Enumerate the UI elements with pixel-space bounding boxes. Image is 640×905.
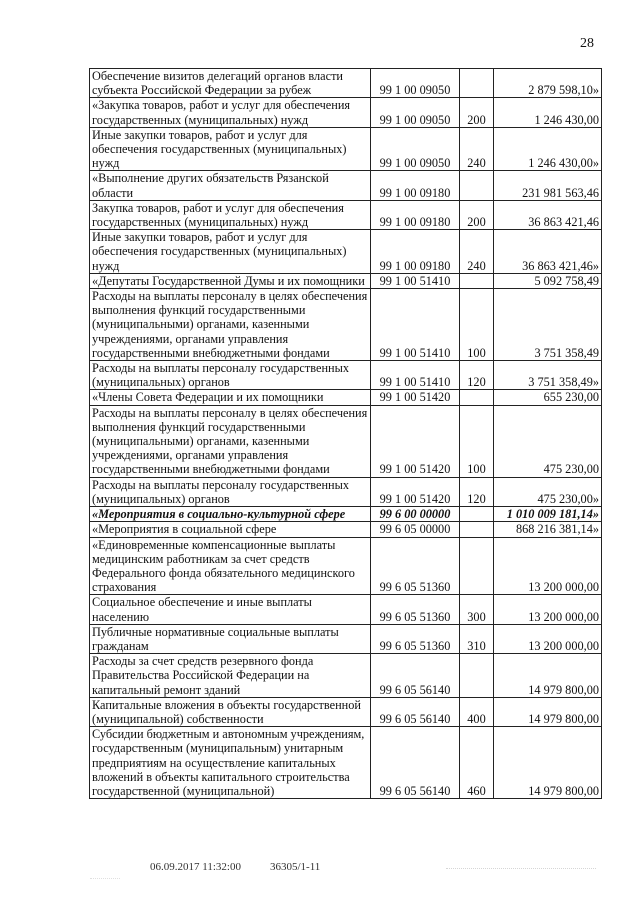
row-name-cell: Расходы на выплаты персоналу в целях обеспечения выполнения функций государственными (муниципальными) органами, казенными учреждениями, органами управления государственными внебюджетными фондами	[90, 405, 371, 477]
table-row	[90, 171, 602, 200]
row-sum-cell: 14 979 800,00	[494, 654, 602, 698]
row-name-cell: Расходы на выплаты персоналу государственных (муниципальных) органов	[90, 361, 371, 390]
table-row	[90, 273, 602, 288]
row-vr-cell: 100	[460, 289, 494, 361]
row-sum-cell: 868 216 381,14»	[494, 522, 602, 537]
row-vr-cell: 240	[460, 127, 494, 171]
row-vr-cell: 200	[460, 98, 494, 127]
row-vr-cell: 240	[460, 230, 494, 274]
budget-table	[89, 68, 602, 799]
row-name-cell: Закупка товаров, работ и услуг для обеспечения государственных (муниципальных) нужд	[90, 200, 371, 229]
row-code-cell: 99 1 00 09180	[371, 200, 460, 229]
row-sum-cell: 13 200 000,00	[494, 595, 602, 624]
row-sum-cell: 36 863 421,46»	[494, 230, 602, 274]
row-code-cell: 99 1 00 51410	[371, 361, 460, 390]
row-name-cell: Расходы на выплаты персоналу государственных (муниципальных) органов	[90, 477, 371, 506]
table-row	[90, 727, 602, 799]
row-vr-cell	[460, 654, 494, 698]
row-sum-cell: 475 230,00»	[494, 477, 602, 506]
table-row	[90, 361, 602, 390]
row-vr-cell: 300	[460, 595, 494, 624]
table-row	[90, 200, 602, 229]
row-code-cell: 99 6 05 51360	[371, 537, 460, 595]
row-code-cell: 99 6 05 00000	[371, 522, 460, 537]
faint-mark	[90, 868, 120, 879]
row-name-cell: Социальное обеспечение и иные выплаты населению	[90, 595, 371, 624]
row-name-cell: Обеспечение визитов делегаций органов власти субъекта Российской Федерации за рубеж	[90, 69, 371, 98]
table-row	[90, 537, 602, 595]
row-sum-cell: 3 751 358,49»	[494, 361, 602, 390]
row-vr-cell	[460, 273, 494, 288]
footer-date: 06.09.2017 11:32:00	[150, 861, 241, 873]
row-code-cell: 99 1 00 09180	[371, 171, 460, 200]
row-sum-cell: 14 979 800,00	[494, 697, 602, 726]
table-row	[90, 697, 602, 726]
row-vr-cell	[460, 390, 494, 405]
table-row	[90, 230, 602, 274]
row-sum-cell: 2 879 598,10»	[494, 69, 602, 98]
row-name-cell: Субсидии бюджетным и автономным учреждениям, государственным (муниципальным) унитарным предприятиям на осуществление капитальных вложений в объекты капитального строительства государственной (муниципальной)	[90, 727, 371, 799]
table-row	[90, 289, 602, 361]
table-row	[90, 477, 602, 506]
footer-doc-id: 36305/1-11	[270, 861, 321, 873]
row-sum-cell: 14 979 800,00	[494, 727, 602, 799]
row-code-cell: 99 6 05 51360	[371, 595, 460, 624]
faint-stamp-mark	[446, 858, 596, 869]
row-vr-cell	[460, 537, 494, 595]
row-name-cell: Капитальные вложения в объекты государственной (муниципальной) собственности	[90, 697, 371, 726]
table-row	[90, 624, 602, 653]
row-vr-cell: 310	[460, 624, 494, 653]
row-code-cell: 99 1 00 09180	[371, 230, 460, 274]
row-code-cell: 99 1 00 09050	[371, 127, 460, 171]
row-code-cell: 99 1 00 51420	[371, 405, 460, 477]
table-row	[90, 390, 602, 405]
table-row	[90, 98, 602, 127]
row-name-cell: «Выполнение других обязательств Рязанской области	[90, 171, 371, 200]
table-row	[90, 595, 602, 624]
table-row	[90, 522, 602, 537]
table-row	[90, 127, 602, 171]
row-sum-cell: 1 246 430,00	[494, 98, 602, 127]
row-code-cell: 99 1 00 09050	[371, 98, 460, 127]
table-row	[90, 405, 602, 477]
row-name-cell: Расходы на выплаты персоналу в целях обеспечения выполнения функций государственными (муниципальными) органами, казенными учреждениями, органами управления государственными внебюджетными фондами	[90, 289, 371, 361]
row-sum-cell: 36 863 421,46	[494, 200, 602, 229]
row-vr-cell	[460, 171, 494, 200]
page-number: 28	[580, 36, 594, 51]
row-vr-cell: 460	[460, 727, 494, 799]
row-sum-cell: 5 092 758,49	[494, 273, 602, 288]
row-vr-cell: 200	[460, 200, 494, 229]
row-code-cell: 99 6 05 51360	[371, 624, 460, 653]
row-name-cell: «Члены Совета Федерации и их помощники	[90, 390, 371, 405]
row-vr-cell: 100	[460, 405, 494, 477]
row-code-cell: 99 6 05 56140	[371, 697, 460, 726]
row-sum-cell: 13 200 000,00	[494, 624, 602, 653]
row-sum-cell: 655 230,00	[494, 390, 602, 405]
table-row	[90, 69, 602, 98]
row-sum-cell: 231 981 563,46	[494, 171, 602, 200]
row-vr-cell: 400	[460, 697, 494, 726]
budget-table-body	[90, 69, 602, 799]
row-name-cell: «Единовременные компенсационные выплаты медицинским работникам за счет средств Федерального фонда обязательного медицинского страхования	[90, 537, 371, 595]
row-name-cell: «Мероприятия в социально-культурной сфере	[90, 507, 371, 522]
row-code-cell: 99 1 00 51420	[371, 390, 460, 405]
row-code-cell: 99 6 00 00000	[371, 507, 460, 522]
row-vr-cell	[460, 69, 494, 98]
row-name-cell: «Депутаты Государственной Думы и их помощники	[90, 273, 371, 288]
row-code-cell: 99 6 05 56140	[371, 727, 460, 799]
row-name-cell: Иные закупки товаров, работ и услуг для обеспечения государственных (муниципальных) нужд	[90, 230, 371, 274]
row-name-cell: Иные закупки товаров, работ и услуг для обеспечения государственных (муниципальных) нужд	[90, 127, 371, 171]
row-vr-cell	[460, 507, 494, 522]
row-code-cell: 99 1 00 09050	[371, 69, 460, 98]
table-row	[90, 654, 602, 698]
row-code-cell: 99 1 00 51410	[371, 273, 460, 288]
row-vr-cell	[460, 522, 494, 537]
row-vr-cell: 120	[460, 477, 494, 506]
row-sum-cell: 13 200 000,00	[494, 537, 602, 595]
row-vr-cell: 120	[460, 361, 494, 390]
row-name-cell: «Закупка товаров, работ и услуг для обеспечения государственных (муниципальных) нужд	[90, 98, 371, 127]
row-code-cell: 99 1 00 51410	[371, 289, 460, 361]
row-code-cell: 99 6 05 56140	[371, 654, 460, 698]
row-name-cell: Расходы за счет средств резервного фонда Правительства Российской Федерации на капитальный ремонт зданий	[90, 654, 371, 698]
row-code-cell: 99 1 00 51420	[371, 477, 460, 506]
row-name-cell: «Мероприятия в социальной сфере	[90, 522, 371, 537]
table-row	[90, 507, 602, 522]
row-sum-cell: 1 246 430,00»	[494, 127, 602, 171]
row-name-cell: Публичные нормативные социальные выплаты гражданам	[90, 624, 371, 653]
row-sum-cell: 3 751 358,49	[494, 289, 602, 361]
row-sum-cell: 1 010 009 181,14»	[494, 507, 602, 522]
row-sum-cell: 475 230,00	[494, 405, 602, 477]
